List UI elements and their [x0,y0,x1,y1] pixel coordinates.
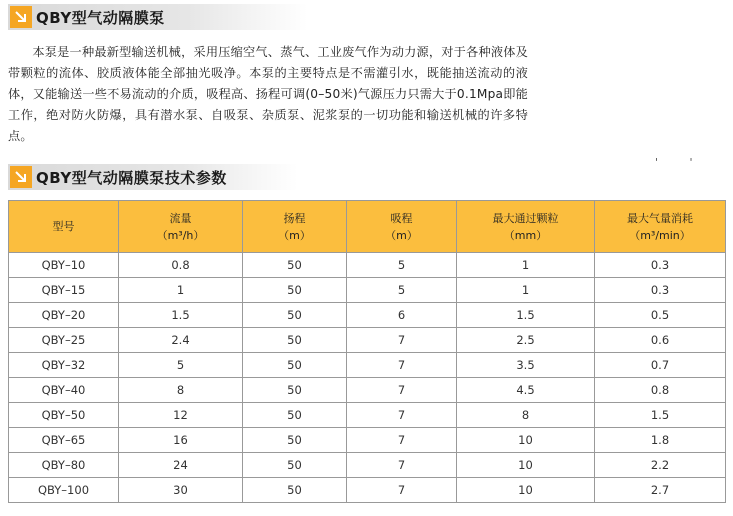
table-cell: 7 [347,428,457,453]
column-header-particle [457,201,595,253]
table-cell: 1.5 [595,403,726,428]
section-header-specs [8,164,298,190]
table-cell: 50 [243,453,347,478]
table-cell: 50 [243,428,347,453]
table-body [9,253,726,503]
table-cell: QBY–15 [9,278,119,303]
table-cell: 16 [119,428,243,453]
table-cell: 8 [119,378,243,403]
table-cell: 10 [457,478,595,503]
table-cell: 12 [119,403,243,428]
table-cell: 5 [347,278,457,303]
column-header-label: 扬程 [283,211,306,225]
table-row [9,428,726,453]
column-header-unit: （m） [385,228,418,242]
section-header-pump [8,4,308,30]
table-cell: 50 [243,353,347,378]
table-cell: QBY–20 [9,303,119,328]
column-header-label: 流量 [169,211,192,225]
arrow-down-right-icon [10,6,32,28]
column-header-head [243,201,347,253]
table-row [9,328,726,353]
column-header-unit: （m³/min） [629,228,691,242]
section-header-bar [8,164,298,190]
table-cell: 1.5 [119,303,243,328]
table-cell: 7 [347,403,457,428]
table-cell: 0.8 [119,253,243,278]
table-cell: 1.5 [457,303,595,328]
table-cell: 0.3 [595,253,726,278]
column-header-unit: （mm） [503,228,548,242]
table-cell: 0.6 [595,328,726,353]
arrow-down-right-icon [10,166,32,188]
table-cell: 2.5 [457,328,595,353]
table-cell: 2.7 [595,478,726,503]
table-row [9,353,726,378]
table-cell: 30 [119,478,243,503]
table-header-row [9,201,726,253]
table-cell: 24 [119,453,243,478]
table-cell: QBY–50 [9,403,119,428]
section-header-bar [8,4,308,30]
table-row [9,278,726,303]
table-row [9,253,726,278]
column-header-label: 吸程 [390,211,413,225]
table-cell: 7 [347,378,457,403]
table-cell: QBY–65 [9,428,119,453]
column-header-label: 最大通过颗粒 [492,211,559,225]
table-cell: 7 [347,328,457,353]
table-cell: 1 [457,253,595,278]
table-cell: 50 [243,303,347,328]
table-row [9,378,726,403]
table-row [9,453,726,478]
table-cell: 5 [347,253,457,278]
table-cell: 50 [243,328,347,353]
table-cell: 5 [119,353,243,378]
section-title: QBY型气动隔膜泵 [36,8,165,27]
table-cell: 50 [243,378,347,403]
table-cell: 1 [119,278,243,303]
table-cell: 2.2 [595,453,726,478]
spec-table [8,200,726,503]
table-cell: 8 [457,403,595,428]
table-cell: 7 [347,453,457,478]
table-cell: 50 [243,478,347,503]
table-cell: 0.7 [595,353,726,378]
column-header-suction [347,201,457,253]
table-cell: 0.5 [595,303,726,328]
table-cell: 10 [457,453,595,478]
table-cell: QBY–100 [9,478,119,503]
stray-mark: ' ' [655,156,707,169]
table-cell: 50 [243,253,347,278]
table-cell: 50 [243,403,347,428]
table-cell: QBY–40 [9,378,119,403]
table-row [9,303,726,328]
column-header-air [595,201,726,253]
table-cell: 7 [347,353,457,378]
column-header-model [9,201,119,253]
table-cell: 0.8 [595,378,726,403]
column-header-unit: （m³/h） [156,228,205,242]
table-cell: QBY–80 [9,453,119,478]
table-cell: 2.4 [119,328,243,353]
table-cell: 7 [347,478,457,503]
intro-paragraph: 本泵是一种最新型输送机械，采用压缩空气、蒸气、工业废气作为动力源，对于各种液体及带颗粒的流体、胶质液体能全部抽光吸净。本泵的主要特点是不需灌引水，既能抽送流动的液体，又能输送一些不易流动的介质，吸程高、扬程可调(0–50米)气源压力只需大于0.1Mpa即能工作，绝对防火防爆，具有潜水泵、自吸泵、杂质泵、泥浆泵的一切功能和输送机械的许多特点。 [8,45,528,143]
table-cell: 4.5 [457,378,595,403]
table-cell: 1 [457,278,595,303]
table-cell: 50 [243,278,347,303]
table-cell: QBY–25 [9,328,119,353]
table-cell: 10 [457,428,595,453]
table-cell: QBY–32 [9,353,119,378]
table-cell: QBY–10 [9,253,119,278]
column-header-label: 型号 [52,220,75,233]
table-row [9,478,726,503]
table-cell: 6 [347,303,457,328]
column-header-label: 最大气量消耗 [627,211,693,225]
section-title: QBY型气动隔膜泵技术参数 [36,168,227,187]
column-header-flow [119,201,243,253]
table-cell: 0.3 [595,278,726,303]
table-cell: 1.8 [595,428,726,453]
table-cell: 3.5 [457,353,595,378]
table-row [9,403,726,428]
column-header-unit: （m） [278,228,311,242]
